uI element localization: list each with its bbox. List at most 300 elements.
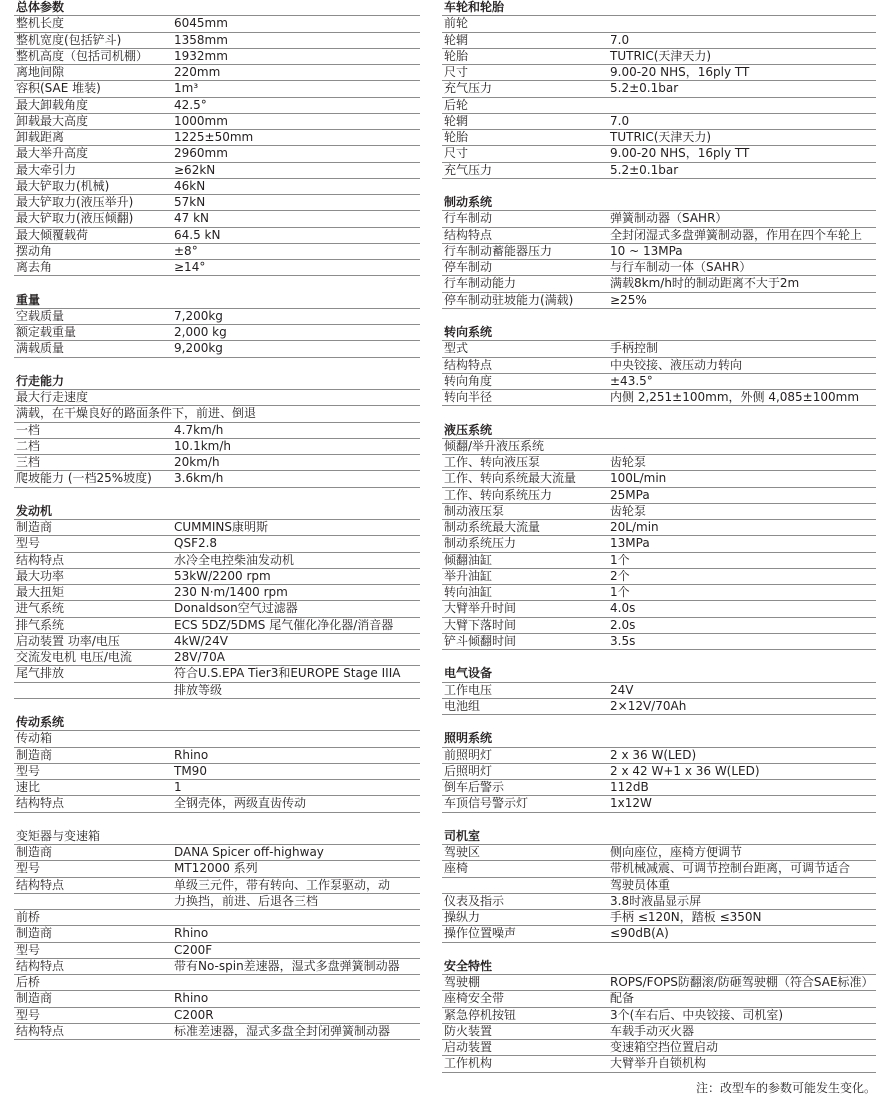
- spec-row: [442, 65, 876, 81]
- spec-value: 7.0: [610, 32, 630, 47]
- spec-row: [14, 585, 420, 601]
- spec-label: 驾驶区: [444, 845, 481, 859]
- spec-label: 型号: [16, 1007, 41, 1022]
- spec-row: [14, 244, 420, 260]
- spec-label: 制造商: [16, 845, 53, 859]
- spec-value: MT12000 系列: [174, 861, 258, 876]
- spec-label: 最大行走速度: [16, 390, 89, 404]
- spacer-row: [14, 358, 420, 374]
- spec-row: [442, 634, 876, 650]
- spec-row: [14, 943, 420, 959]
- spec-value: 水冷全电控柴油发动机: [174, 552, 295, 567]
- spec-row: [14, 439, 420, 455]
- spec-row: [442, 536, 876, 552]
- spec-label: 工作电压: [444, 682, 493, 697]
- spec-value: 20L/min: [610, 520, 659, 534]
- spec-label: 尺寸: [444, 146, 469, 161]
- spec-row: [442, 585, 876, 601]
- spec-row: [14, 228, 420, 244]
- spec-label: 轮辋: [444, 32, 469, 47]
- spec-value: 7,200kg: [174, 308, 223, 323]
- section-heading: [14, 504, 420, 520]
- spec-row: [442, 796, 876, 812]
- spec-row: [14, 163, 420, 179]
- spec-label: 最大倾覆载荷: [16, 227, 89, 242]
- spec-row: [442, 130, 876, 146]
- spec-label: 紧急停机按钮: [444, 1007, 517, 1022]
- spec-row: [442, 699, 876, 715]
- spec-label: 行车制动能力: [444, 276, 517, 291]
- spec-value: 5.2±0.1bar: [610, 162, 679, 177]
- spec-value: 13MPa: [610, 536, 650, 551]
- spec-row: [442, 455, 876, 471]
- spacer-row: [442, 406, 876, 422]
- section-heading: [14, 293, 420, 309]
- spec-row: [442, 49, 876, 65]
- spec-value: 1358mm: [174, 32, 228, 47]
- spec-row: [442, 146, 876, 162]
- spec-value: 驾驶员体重: [610, 877, 671, 892]
- spec-value: TUTRIC(天津天力): [610, 48, 712, 63]
- spec-value: 2 x 36 W(LED): [610, 747, 697, 762]
- spec-value: 2 x 42 W+1 x 36 W(LED): [610, 763, 760, 778]
- spec-label: 结构特点: [16, 1023, 65, 1038]
- section-heading: [14, 715, 420, 731]
- spec-row: [442, 1056, 876, 1072]
- spec-label: 后桥: [16, 975, 41, 989]
- spec-value: 1x12W: [610, 796, 652, 811]
- spec-label: 大臂下落时间: [444, 617, 517, 632]
- spacer-row: [14, 276, 420, 292]
- spec-row: [14, 211, 420, 227]
- spec-value: 6045mm: [174, 16, 228, 31]
- spec-row: [442, 748, 876, 764]
- spec-value: Rhino: [174, 991, 209, 1006]
- section-title: 车轮和轮胎: [444, 0, 505, 14]
- spec-value: 57kN: [174, 195, 206, 209]
- spec-label: 转向油缸: [444, 585, 493, 599]
- spec-label: 操纵力: [444, 910, 481, 924]
- spec-row: [14, 861, 420, 877]
- spec-row: [14, 910, 420, 926]
- spec-value: 手柄 ≤120N，踏板 ≤350N: [610, 910, 762, 924]
- spec-row: [14, 49, 420, 65]
- spec-value: 47 kN: [174, 211, 210, 226]
- section-title: 液压系统: [444, 422, 493, 437]
- spec-label: 尾气排放: [16, 666, 65, 681]
- spacer-row: [14, 488, 420, 504]
- spec-row: [14, 618, 420, 634]
- spec-row: [14, 731, 420, 747]
- spec-label: 最大扭矩: [16, 585, 65, 599]
- spec-label: 停车制动驻坡能力(满载): [444, 292, 574, 307]
- spec-value: 2个: [610, 568, 630, 583]
- spec-label: 电池组: [444, 698, 481, 713]
- spec-label: 行车制动蓄能器压力: [444, 243, 553, 258]
- spec-value: 2×12V/70Ah: [610, 698, 687, 713]
- spec-row: [442, 293, 876, 309]
- spec-row: [442, 276, 876, 292]
- spec-value: 齿轮泵: [610, 503, 647, 518]
- spec-row: [442, 211, 876, 227]
- spec-label: 启动装置: [444, 1040, 493, 1054]
- spec-value: 10 ~ 13MPa: [610, 243, 683, 258]
- spec-value: 3个(车右后、中央铰接、司机室): [610, 1007, 783, 1022]
- spec-row: [442, 845, 876, 861]
- spec-value: 28V/70A: [174, 650, 225, 664]
- spec-label: 充气压力: [444, 81, 493, 96]
- spec-row: [14, 33, 420, 49]
- spec-value: 变速箱空挡位置启动: [610, 1040, 719, 1054]
- spacer-row: [442, 943, 876, 959]
- spec-label: 轮辋: [444, 113, 469, 128]
- spec-value: 大臂举升自锁机构: [610, 1056, 707, 1071]
- spec-row: [14, 520, 420, 536]
- spec-label: 车顶信号警示灯: [444, 796, 529, 811]
- spec-row: [14, 601, 420, 617]
- spec-row: [14, 179, 420, 195]
- spec-label: 爬坡能力 (一档25%坡度): [16, 471, 152, 486]
- spec-value: 排放等级: [174, 682, 223, 697]
- spec-value: 符合U.S.EPA Tier3和EUROPE Stage IIIA: [174, 666, 401, 681]
- spec-row: [14, 325, 420, 341]
- spec-row: [442, 260, 876, 276]
- spec-value: 单级三元件，带有转向、工作泵驱动，动: [174, 877, 391, 892]
- spec-label: 最大牵引力: [16, 162, 77, 177]
- spec-value: TM90: [174, 763, 207, 778]
- spec-row: [442, 374, 876, 390]
- spec-value: 112dB: [610, 780, 649, 794]
- spec-label: 最大举升高度: [16, 146, 89, 161]
- spec-label: 速比: [16, 780, 41, 794]
- spec-value: 内侧 2,251±100mm，外侧 4,085±100mm: [610, 390, 860, 404]
- section-heading: [442, 666, 876, 682]
- spec-row: [442, 228, 876, 244]
- spec-row: [442, 244, 876, 260]
- spec-row: [442, 163, 876, 179]
- spec-row: [14, 114, 420, 130]
- spec-label: 最大卸载角度: [16, 97, 89, 112]
- spec-value: 10.1km/h: [174, 438, 232, 453]
- spec-value: ECS 5DZ/5DMS 尾气催化净化器/消音器: [174, 617, 394, 632]
- spec-row: [14, 341, 420, 357]
- spec-row: [442, 894, 876, 910]
- spec-label: 容积(SAE 堆装): [16, 81, 101, 96]
- spec-label: 前照明灯: [444, 747, 493, 762]
- spec-row: [14, 926, 420, 942]
- spec-label: 轮胎: [444, 48, 469, 63]
- spec-label: 结构特点: [16, 877, 65, 892]
- spec-label: 传动箱: [16, 731, 53, 746]
- spec-row: [442, 618, 876, 634]
- spec-row: [14, 423, 420, 439]
- section-title: 安全特性: [444, 958, 493, 973]
- spec-value: QSF2.8: [174, 536, 218, 551]
- spec-value: 25MPa: [610, 487, 650, 502]
- spec-row: [442, 504, 876, 520]
- spec-label: 仪表及指示: [444, 893, 505, 908]
- spec-value: 3.8时液晶显示屏: [610, 893, 702, 908]
- spec-value: Rhino: [174, 926, 209, 941]
- spec-value: CUMMINS康明斯: [174, 520, 269, 534]
- spec-label: 制造商: [16, 926, 53, 941]
- spec-row: [14, 146, 420, 162]
- section-heading: [442, 731, 876, 747]
- spec-value: ROPS/FOPS防翻滚/防砸驾驶棚（符合SAE标准）: [610, 975, 874, 989]
- spec-label: 前桥: [16, 910, 41, 924]
- spec-row: [14, 683, 420, 699]
- spec-label: 座椅安全带: [444, 991, 505, 1006]
- spec-value: 64.5 kN: [174, 227, 221, 242]
- spec-row: [442, 439, 876, 455]
- section-heading: [442, 959, 876, 975]
- spec-value: 与行车制动一体（SAHR）: [610, 260, 752, 274]
- spec-value: 满载8km/h时的制动距离不大于2m: [610, 276, 800, 291]
- spec-value: 齿轮泵: [610, 455, 647, 469]
- spec-label: 启动装置 功率/电压: [16, 633, 120, 648]
- spec-label: 后照明灯: [444, 763, 493, 778]
- spec-value: 全封闭湿式多盘弹簧制动器，作用在四个车轮上: [610, 227, 863, 242]
- spec-label: 离去角: [16, 260, 53, 274]
- spec-label: 倾翻油缸: [444, 552, 493, 567]
- spec-value: ≥14°: [174, 260, 206, 274]
- spec-label: 空载质量: [16, 308, 65, 323]
- spec-row: [442, 16, 876, 32]
- spec-value: 46kN: [174, 178, 206, 193]
- spec-label: 进气系统: [16, 601, 65, 616]
- spec-label: 结构特点: [16, 796, 65, 811]
- section-title: 行走能力: [16, 373, 65, 388]
- spec-value: 1m³: [174, 81, 199, 96]
- spec-value: 1个: [610, 585, 630, 599]
- spec-value: 4.0s: [610, 601, 636, 616]
- spec-value: 24V: [610, 682, 634, 697]
- spec-row: [442, 975, 876, 991]
- spec-row: [14, 65, 420, 81]
- spec-label: 前轮: [444, 16, 469, 31]
- spec-label: 充气压力: [444, 162, 493, 177]
- spec-label: 工作、转向液压泵: [444, 455, 541, 469]
- spec-label: 倾翻/举升液压系统: [444, 438, 545, 453]
- section-heading: [14, 0, 420, 16]
- spec-label: 行车制动: [444, 211, 493, 226]
- spacer-row: [442, 813, 876, 829]
- spec-label: 最大功率: [16, 568, 65, 583]
- spec-value: 弹簧制动器（SAHR）: [610, 211, 728, 226]
- spec-row: [442, 764, 876, 780]
- spec-label: 整机宽度(包括铲斗): [16, 32, 122, 47]
- spec-label: 举升油缸: [444, 568, 493, 583]
- spec-row: [14, 991, 420, 1007]
- spec-row: [14, 406, 420, 422]
- spec-label: 型号: [16, 861, 41, 876]
- spec-row: [14, 569, 420, 585]
- spec-label: 摆动角: [16, 243, 53, 258]
- spec-value: 标准差速器，湿式多盘全封闭弹簧制动器: [174, 1023, 391, 1038]
- spec-label: 工作、转向系统最大流量: [444, 471, 577, 486]
- section-heading: [442, 829, 876, 845]
- spec-row: [14, 634, 420, 650]
- section-title: 电气设备: [444, 666, 493, 681]
- spec-label: 整机长度: [16, 16, 65, 31]
- spec-value: 带机械减震、可调节控制台距离，可调节适合: [610, 861, 851, 876]
- spec-value: 侧向座位，座椅方便调节: [610, 845, 743, 859]
- spec-label: 座椅: [444, 861, 469, 876]
- spec-row: [14, 81, 420, 97]
- spec-value: 配备: [610, 991, 635, 1006]
- spec-row: [14, 845, 420, 861]
- spec-value: 1: [174, 780, 182, 794]
- spec-label: 卸载最大高度: [16, 113, 89, 128]
- spec-label: 卸载距离: [16, 130, 65, 144]
- spec-row: [442, 569, 876, 585]
- spec-value: ≤90dB(A): [610, 926, 669, 941]
- spec-label: 型号: [16, 536, 41, 551]
- spec-label: 停车制动: [444, 260, 493, 274]
- section-title: 总体参数: [16, 0, 65, 14]
- spec-row: [14, 455, 420, 471]
- spec-value: ±43.5°: [610, 373, 653, 388]
- spec-label: 最大铲取力(液压倾翻): [16, 211, 134, 226]
- spec-label: 制动液压泵: [444, 503, 505, 518]
- spec-row: [14, 536, 420, 552]
- spec-label: 最大铲取力(机械): [16, 178, 110, 193]
- spec-row: [442, 1040, 876, 1056]
- spec-value: 53kW/2200 rpm: [174, 568, 271, 583]
- spec-label: 制造商: [16, 520, 53, 534]
- spec-value: 4.7km/h: [174, 422, 224, 437]
- section-heading: [442, 325, 876, 341]
- spec-value: Donaldson空气过滤器: [174, 601, 298, 616]
- spec-label: 型号: [16, 942, 41, 957]
- spec-value: 230 N·m/1400 rpm: [174, 585, 288, 599]
- spec-value: 3.6km/h: [174, 471, 224, 486]
- spec-row: [14, 780, 420, 796]
- spec-row: [14, 666, 420, 682]
- right-spec-column: [442, 0, 876, 1073]
- spec-value: 1000mm: [174, 113, 228, 128]
- spec-row: [14, 1024, 420, 1040]
- spacer-row: [442, 309, 876, 325]
- spec-label: 大臂举升时间: [444, 601, 517, 616]
- spec-label: 轮胎: [444, 130, 469, 144]
- spec-label: 工作、转向系统压力: [444, 487, 553, 502]
- spec-label: 制动系统最大流量: [444, 520, 541, 534]
- spec-row: [442, 341, 876, 357]
- section-heading: [442, 0, 876, 16]
- spec-label: 驾驶棚: [444, 975, 481, 989]
- spec-row: [14, 309, 420, 325]
- spec-label: 型式: [444, 341, 469, 356]
- spacer-row: [14, 813, 420, 829]
- spec-label: 结构特点: [444, 227, 493, 242]
- spec-row: [442, 358, 876, 374]
- spec-row: [14, 796, 420, 812]
- spec-row: [442, 878, 876, 894]
- spec-label: 交流发电机 电压/电流: [16, 650, 132, 664]
- spec-value: 2,000 kg: [174, 325, 227, 339]
- spec-value: 3.5s: [610, 633, 636, 648]
- spec-label: 尺寸: [444, 65, 469, 79]
- spec-value: Rhino: [174, 747, 209, 762]
- spec-label: 排气系统: [16, 617, 65, 632]
- spec-row: [442, 1008, 876, 1024]
- section-title: 照明系统: [444, 731, 493, 746]
- spec-label: 后轮: [444, 97, 469, 112]
- spec-label: 二档: [16, 438, 41, 453]
- spec-value: 1932mm: [174, 48, 228, 63]
- spec-label: 转向半径: [444, 390, 493, 404]
- spec-row: [14, 894, 420, 910]
- spec-row: [442, 926, 876, 942]
- spec-row: [442, 471, 876, 487]
- section-title: 发动机: [16, 503, 53, 518]
- spec-value: ±8°: [174, 243, 198, 258]
- spec-row: [442, 81, 876, 97]
- spec-value: 20km/h: [174, 455, 220, 469]
- spec-value: 1225±50mm: [174, 130, 254, 144]
- spec-label: 倒车后警示: [444, 780, 505, 794]
- spec-row: [442, 780, 876, 796]
- spec-value: 5.2±0.1bar: [610, 81, 679, 96]
- spec-value: 220mm: [174, 65, 221, 79]
- spec-row: [14, 829, 420, 845]
- spec-label: 转向角度: [444, 373, 493, 388]
- spec-row: [442, 601, 876, 617]
- spec-value: 2.0s: [610, 617, 636, 632]
- spec-value: 9.00-20 NHS，16ply TT: [610, 65, 750, 79]
- spec-value: 9.00-20 NHS，16ply TT: [610, 146, 750, 161]
- spec-row: [14, 130, 420, 146]
- spec-row: [442, 520, 876, 536]
- spec-row: [442, 991, 876, 1007]
- spec-label: 铲斗倾翻时间: [444, 633, 517, 648]
- spec-row: [14, 98, 420, 114]
- section-title: 重量: [16, 292, 41, 307]
- section-title: 转向系统: [444, 325, 493, 339]
- spec-value: 42.5°: [174, 97, 207, 112]
- spec-label: 防火装置: [444, 1023, 493, 1038]
- spec-value: 力换挡，前进、后退各三档: [174, 893, 319, 908]
- spec-label: 额定载重量: [16, 325, 77, 339]
- spec-label: 一档: [16, 422, 41, 437]
- section-title: 制动系统: [444, 195, 493, 209]
- spec-row: [442, 1024, 876, 1040]
- spec-row: [14, 764, 420, 780]
- spec-row: [14, 975, 420, 991]
- spec-value: 车载手动灭火器: [610, 1023, 695, 1038]
- section-title: 司机室: [444, 828, 481, 843]
- spacer-row: [442, 650, 876, 666]
- spec-row: [14, 959, 420, 975]
- spec-value: 100L/min: [610, 471, 667, 486]
- spec-row: [442, 910, 876, 926]
- spec-value: C200F: [174, 942, 213, 957]
- left-spec-column: [14, 0, 420, 1040]
- spec-row: [14, 878, 420, 894]
- spec-row: [442, 390, 876, 406]
- spacer-row: [14, 699, 420, 715]
- spec-row: [442, 861, 876, 877]
- spec-value: ≥62kN: [174, 162, 216, 177]
- spec-label: 结构特点: [16, 958, 65, 973]
- section-title: 传动系统: [16, 715, 65, 729]
- spec-label: 离地间隙: [16, 65, 65, 79]
- spec-row: [442, 553, 876, 569]
- spec-value: 手柄控制: [610, 341, 659, 356]
- spec-row: [14, 553, 420, 569]
- spec-value: 1个: [610, 552, 630, 567]
